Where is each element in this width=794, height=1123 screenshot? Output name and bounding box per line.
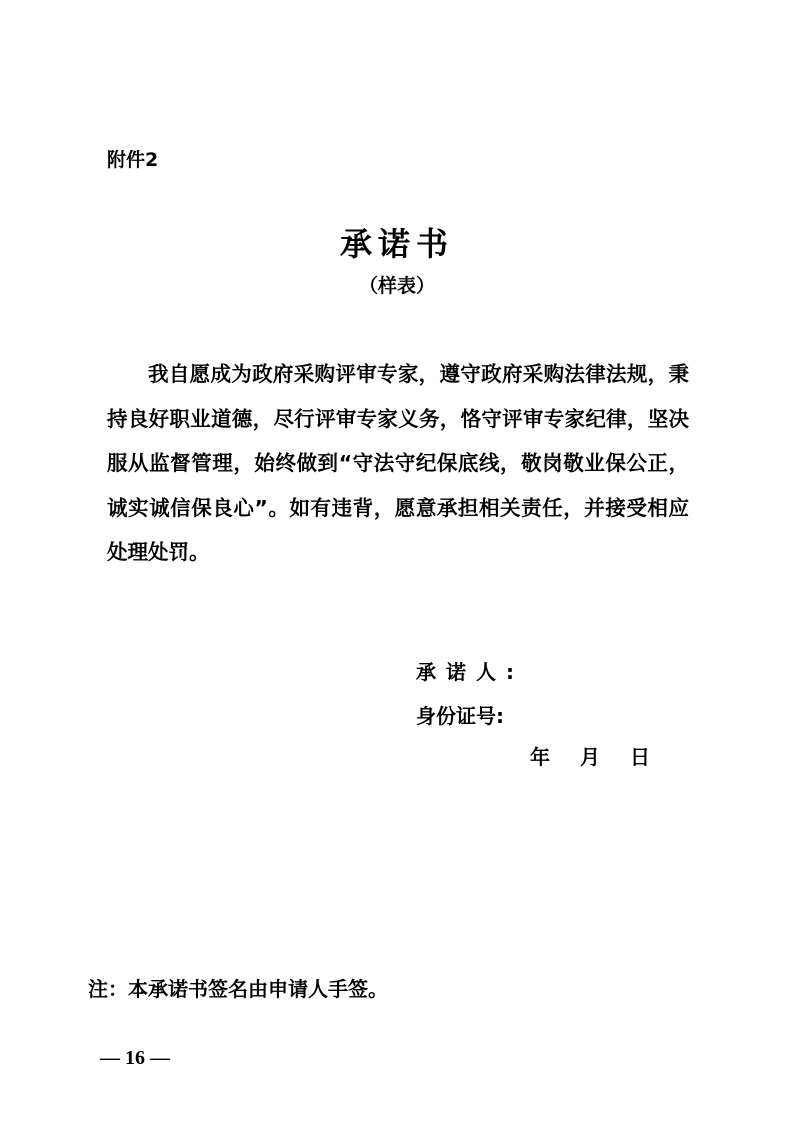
id-number-label: 身份证号: bbox=[416, 704, 504, 728]
year-label: 年 bbox=[530, 745, 550, 769]
promisor-label: 承诺人: bbox=[416, 660, 524, 684]
day-label: 日 bbox=[630, 745, 650, 769]
page-number: — 16 — bbox=[100, 1047, 170, 1069]
document-title: 承诺书 bbox=[339, 225, 454, 263]
signature-note: 注：本承诺书签名由申请人手签。 bbox=[88, 977, 388, 1001]
month-label: 月 bbox=[580, 745, 600, 769]
date-line bbox=[530, 742, 650, 772]
pledge-body: 我自愿成为政府采购评审专家，遵守政府采购法律法规，秉持良好职业道德，尽行评审专家义务，恪守评审专家纪律，坚决服从监督管理，始终做到“守法守纪保底线，敬岗敬业保公正，诚实诚信保良心”。如有违背，愿意承担相关责任，并接受相应处理处罚。 bbox=[107, 362, 689, 564]
attachment-label: 附件2 bbox=[107, 149, 159, 171]
document-subtitle: （样表） bbox=[358, 275, 435, 297]
